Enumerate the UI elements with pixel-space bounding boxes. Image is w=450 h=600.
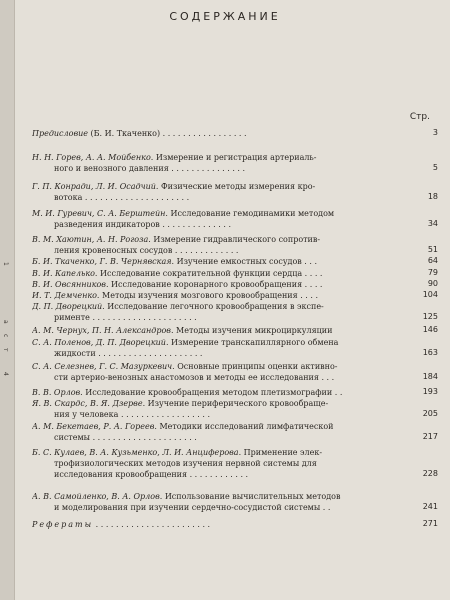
toc-entry: [32, 421, 412, 443]
toc-entry-author: Предисловие: [32, 129, 88, 138]
toc-page-number: 205: [422, 409, 438, 418]
toc-entry-line: [32, 372, 412, 383]
toc-entry-line: [32, 163, 412, 174]
toc-entry-author: С. А. Поленов, Д. П. Дворецкий.: [32, 338, 169, 347]
toc-entry-author: И. Т. Демченко.: [32, 291, 100, 300]
toc-entry-line: [32, 192, 412, 203]
toc-entry-author: Б. И. Ткаченко, Г. В. Чернявская.: [32, 257, 175, 266]
toc-entry-line: [32, 432, 412, 443]
toc-entry-title: Исследование легочного кровообращения в экспе-: [104, 302, 324, 311]
toc-entry-line: [32, 325, 412, 336]
toc-page-number: 51: [427, 245, 438, 254]
toc-page-number: 3: [432, 128, 438, 137]
toc-entry-line: [32, 398, 412, 409]
toc-entry: [32, 301, 412, 323]
toc-entry-title: разведения индикаторов . . . . . . . . . . . . . .: [54, 220, 231, 229]
toc-entry: [32, 325, 412, 336]
toc-entry-line: [32, 268, 412, 279]
toc-entry-line: [32, 519, 412, 530]
toc-entry-line: [32, 421, 412, 432]
margin-mark: т: [2, 348, 9, 352]
toc-entry-author: Б. С. Кулаев, В. А. Кузьменко, Л. И. Анциферова.: [32, 448, 242, 457]
toc-entry: [32, 256, 412, 267]
toc-entry-line: [32, 245, 412, 256]
toc-entry: [32, 290, 412, 301]
toc-entry-author: Рефераты: [32, 520, 94, 529]
page-column-label: Стр.: [409, 112, 430, 122]
margin-mark: с: [2, 334, 9, 338]
toc-entry-line: [32, 256, 412, 267]
toc-entry-author: Г. П. Конради, Л. И. Осадчий.: [32, 182, 159, 191]
toc-entry: [32, 152, 412, 174]
toc-entry: [32, 234, 412, 256]
toc-entry-line: [32, 502, 412, 513]
toc-entry-author: Д. П. Дворецкий.: [32, 302, 105, 311]
toc-entry-line: [32, 290, 412, 301]
toc-entry-line: [32, 301, 412, 312]
toc-entry-author: Я. В. Скардс, В. Я. Дзерве.: [32, 399, 146, 408]
toc-entry-title: Измерение и регистрация артериаль-: [153, 153, 317, 162]
toc-entry: [32, 128, 412, 139]
toc-entry: [32, 519, 412, 530]
toc-entry-line: [32, 337, 412, 348]
toc-entry-title: Исследование гемодинамики методом: [167, 209, 335, 218]
toc-entry-title: Изучение периферического кровообраще-: [145, 399, 329, 408]
toc-entry-title: Применение элек-: [241, 448, 323, 457]
toc-entry-line: [32, 234, 412, 245]
toc-entry-title: жидкости . . . . . . . . . . . . . . . . . . . . .: [54, 349, 203, 358]
toc-page-number: 271: [422, 519, 438, 528]
toc-entry-title: Физические методы измерения кро-: [158, 182, 316, 191]
toc-entry-author: В. М. Хаютин, А. Н. Рогоза.: [32, 235, 151, 244]
toc-entry-author: А. В. Самойленко, В. А. Орлов.: [32, 492, 163, 501]
toc-entry: [32, 181, 412, 203]
toc-entry-line: [32, 279, 412, 290]
toc-entry-author: А. М. Чернух, П. Н. Александров.: [32, 326, 174, 335]
toc-entry-author: В. И. Капелько.: [32, 269, 98, 278]
toc-entry-line: [32, 208, 412, 219]
toc-entry: [32, 208, 412, 230]
toc-entry: [32, 398, 412, 420]
toc-entry-title: Основные принципы оценки активно-: [174, 362, 338, 371]
toc-entry-title: Методы изучения микроциркуляции: [173, 326, 333, 335]
toc-entry-title: рименте . . . . . . . . . . . . . . . . . . . . .: [54, 313, 197, 322]
toc-entry-title: сти артерио-венозных анастомозов и методы ее исследования . . .: [54, 373, 335, 382]
toc-entry-line: [32, 219, 412, 230]
toc-entry-title: ного и венозного давления . . . . . . . . . . . . . . .: [54, 164, 246, 173]
toc-page-number: 217: [422, 432, 438, 441]
toc-entry: [32, 447, 412, 480]
toc-entry-title: (Б. И. Ткаченко) . . . . . . . . . . . . . . . . .: [88, 129, 247, 138]
margin-mark: 1: [2, 262, 9, 266]
toc-entry-author: А. М. Бекетаев, Р. А. Гореев.: [32, 422, 157, 431]
page-title: СОДЕРЖАНИЕ: [169, 10, 281, 23]
toc-entry-title: ления кровеносных сосудов . . . . . . . . . . . . .: [54, 246, 239, 255]
toc-entry-title: Методики исследований лимфатической: [156, 422, 334, 431]
toc-page-number: 193: [422, 387, 438, 396]
toc-entry-title: Измерение гидравлического сопротив-: [150, 235, 321, 244]
toc-page-number: 241: [422, 502, 438, 511]
toc-entry-title: вотока . . . . . . . . . . . . . . . . . . . . .: [54, 193, 190, 202]
toc-entry-title: Использование вычислительных методов: [162, 492, 341, 501]
toc-page-number: 146: [422, 325, 438, 334]
toc-entry-line: [32, 409, 412, 420]
toc-entry: [32, 491, 412, 513]
toc-page-number: 184: [422, 372, 438, 381]
toc-page-number: 79: [427, 268, 438, 277]
toc-entry: [32, 337, 412, 359]
toc-entry-title: системы . . . . . . . . . . . . . . . . . . . . .: [54, 433, 197, 442]
toc-entry-title: Исследование сократительной функции сердца . . . .: [97, 269, 323, 278]
toc-entry-author: В. В. Орлов.: [32, 388, 83, 397]
toc-entry-line: [32, 348, 412, 359]
toc-entry-title: Методы изучения мозгового кровообращения . . . .: [99, 291, 318, 300]
toc-entry-line: [32, 152, 412, 163]
toc-entry-line: [32, 469, 412, 480]
toc-page-number: 104: [422, 290, 438, 299]
toc-entry-line: [32, 458, 412, 469]
toc-entry-line: [32, 447, 412, 458]
toc-entry-line: [32, 491, 412, 502]
toc-entry-author: С. А. Селезнев, Г. С. Мазуркевич.: [32, 362, 175, 371]
toc-entry-author: М. И. Гуревич, С. А. Берштейн.: [32, 209, 168, 218]
toc-page-number: 5: [432, 163, 438, 172]
toc-entry-title: Исследование кровообращения методом плетизмографии . .: [82, 388, 343, 397]
toc-entry-title: ния у человека . . . . . . . . . . . . . . . . . .: [54, 410, 210, 419]
toc-entry: [32, 279, 412, 290]
toc-entry-line: [32, 128, 412, 139]
toc-page-number: 90: [427, 279, 438, 288]
toc-entry-title: и моделирования при изучении сердечно-сосудистой системы . .: [54, 503, 331, 512]
toc-page-number: 34: [427, 219, 438, 228]
toc-entry-title: Изучение емкостных сосудов . . .: [174, 257, 318, 266]
toc-entry-title: трофизиологических методов изучения нервной системы для: [54, 459, 317, 468]
toc-page-number: 163: [422, 348, 438, 357]
toc-page-number: 18: [427, 192, 438, 201]
toc-entry-line: [32, 312, 412, 323]
toc-entry-line: [32, 387, 412, 398]
toc-entry-author: В. И. Овсянников.: [32, 280, 109, 289]
toc-page-number: 125: [422, 312, 438, 321]
margin-mark: а: [2, 320, 9, 324]
toc-entry-line: [32, 181, 412, 192]
toc-entry-title: . . . . . . . . . . . . . . . . . . . . . . .: [93, 520, 211, 529]
toc-entry: [32, 387, 412, 398]
toc-page-number: 64: [427, 256, 438, 265]
toc-entry-title: Исследование коронарного кровообращения . . . .: [108, 280, 323, 289]
toc-entry-line: [32, 361, 412, 372]
margin-mark: 4: [2, 372, 9, 376]
toc-entry: [32, 361, 412, 383]
toc-entry-author: Н. Н. Горев, А. А. Мойбенко.: [32, 153, 154, 162]
toc-entry-title: исследования кровообращения . . . . . . . . . . . .: [54, 470, 249, 479]
toc-entry-title: Измерение транскапиллярного обмена: [168, 338, 339, 347]
toc-entry: [32, 268, 412, 279]
toc-page-number: 228: [422, 469, 438, 478]
